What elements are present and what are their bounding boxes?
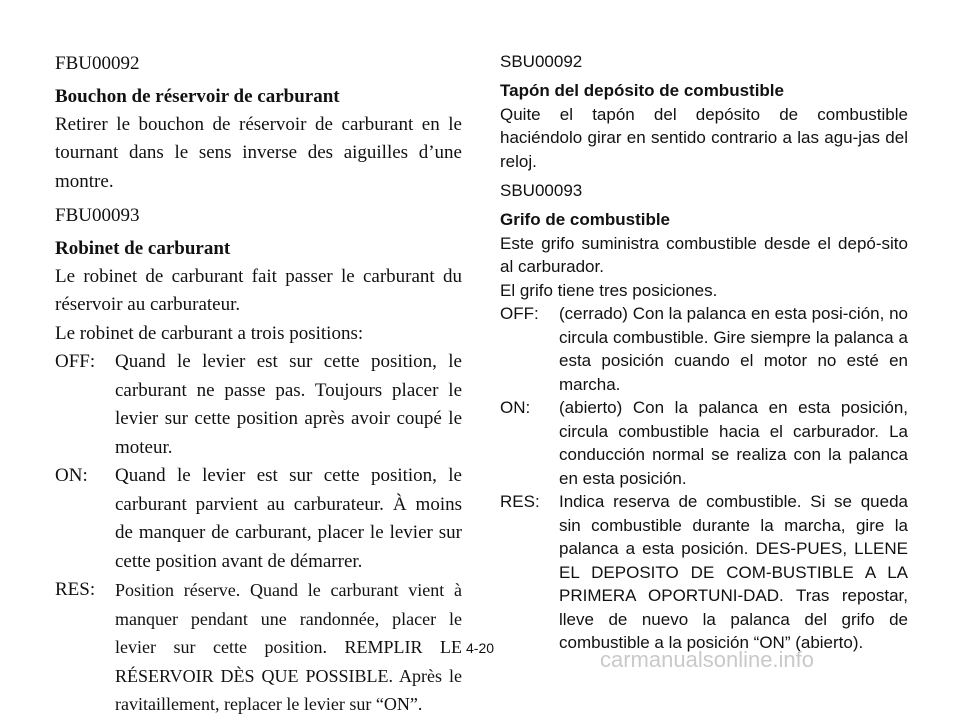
section-code: FBU00092 <box>55 53 140 74</box>
definition-desc: (abierto) Con la palanca en esta posición, circula combustible hacia el carburador. La conducción normal se realiza con la palanca en esta posición. <box>559 398 908 488</box>
definition-desc: Quand le levier est sur cette position, le carburant ne passe pas. Toujours placer le levier sur cette position après avoir coupé le moteur. <box>115 351 462 458</box>
section-heading-fuel-cock: Robinet de carburant <box>55 237 231 259</box>
paragraph: Quite el tapón del depósito de combustible haciéndolo girar en sentido contrario a las agu-jas del reloj. <box>500 104 908 171</box>
paragraph: Le robinet de carburant a trois positions: <box>55 322 364 344</box>
definition-on <box>500 396 908 490</box>
definition-desc: Quand le levier est sur cette position, le carburant parvient au carburateur. À moins de manquer de carburant, placer le levier sur cette position avant de démarrer. <box>115 465 462 572</box>
section-heading-fuel-tank-cap: Tapón del depósito de combustible <box>500 80 784 100</box>
definition-term: OFF: <box>55 351 96 372</box>
section-code: SBU00093 <box>500 181 583 200</box>
paragraph: Le robinet de carburant fait passer le carburant du réservoir au carburateur. <box>55 265 462 315</box>
definition-off <box>55 348 462 462</box>
definition-term: ON: <box>55 465 88 486</box>
section-code: FBU00093 <box>55 205 140 226</box>
section-heading-fuel-tank-cap: Bouchon de réservoir de carburant <box>55 85 340 107</box>
definition-off <box>500 302 908 396</box>
definition-res <box>55 576 462 719</box>
page-number: 4-20 <box>466 640 495 656</box>
french-column <box>55 50 462 719</box>
definition-on <box>55 462 462 576</box>
definition-term: RES: <box>55 579 96 600</box>
definition-term: RES: <box>500 492 540 511</box>
section-heading-fuel-cock: Grifo de combustible <box>500 209 671 229</box>
watermark: carmanualsonline.info <box>600 647 815 672</box>
spanish-column <box>500 50 908 655</box>
section-code: SBU00092 <box>500 52 583 71</box>
definition-desc: Position réserve. Quand le carburant vient à manquer pendant une randonnée, placer le levier sur cette position. REMPLIR LE RÉSERVOIR DÈS QUE POSSIBLE. Après le ravitaillement, replacer le levier sur “ON”. <box>115 580 462 714</box>
definition-term: OFF: <box>500 304 539 323</box>
paragraph: Este grifo suministra combustible desde el depó-sito al carburador. <box>500 233 908 276</box>
definition-term: ON: <box>500 398 531 417</box>
definition-desc: Indica reserva de combustible. Si se queda sin combustible durante la marcha, gire la palanca a esta posición. DES-PUES, LLENE EL DEPOSITO DE COM-BUSTIBLE A LA PRIMERA OPORTUNI-DAD. Tras repostar, lleve de nuevo la palanca del grifo de combustible a la posición “ON” (abierto). <box>559 492 908 652</box>
paragraph: Retirer le bouchon de réservoir de carburant en le tournant dans le sens inverse des aiguilles d’une montre. <box>55 113 462 192</box>
definition-desc: (cerrado) Con la palanca en esta posi-ción, no circula combustible. Gire siempre la palanca a esta posición cuando el motor no esté en marcha. <box>559 304 908 394</box>
paragraph: El grifo tiene tres posiciones. <box>500 280 718 300</box>
definition-res <box>500 490 908 655</box>
